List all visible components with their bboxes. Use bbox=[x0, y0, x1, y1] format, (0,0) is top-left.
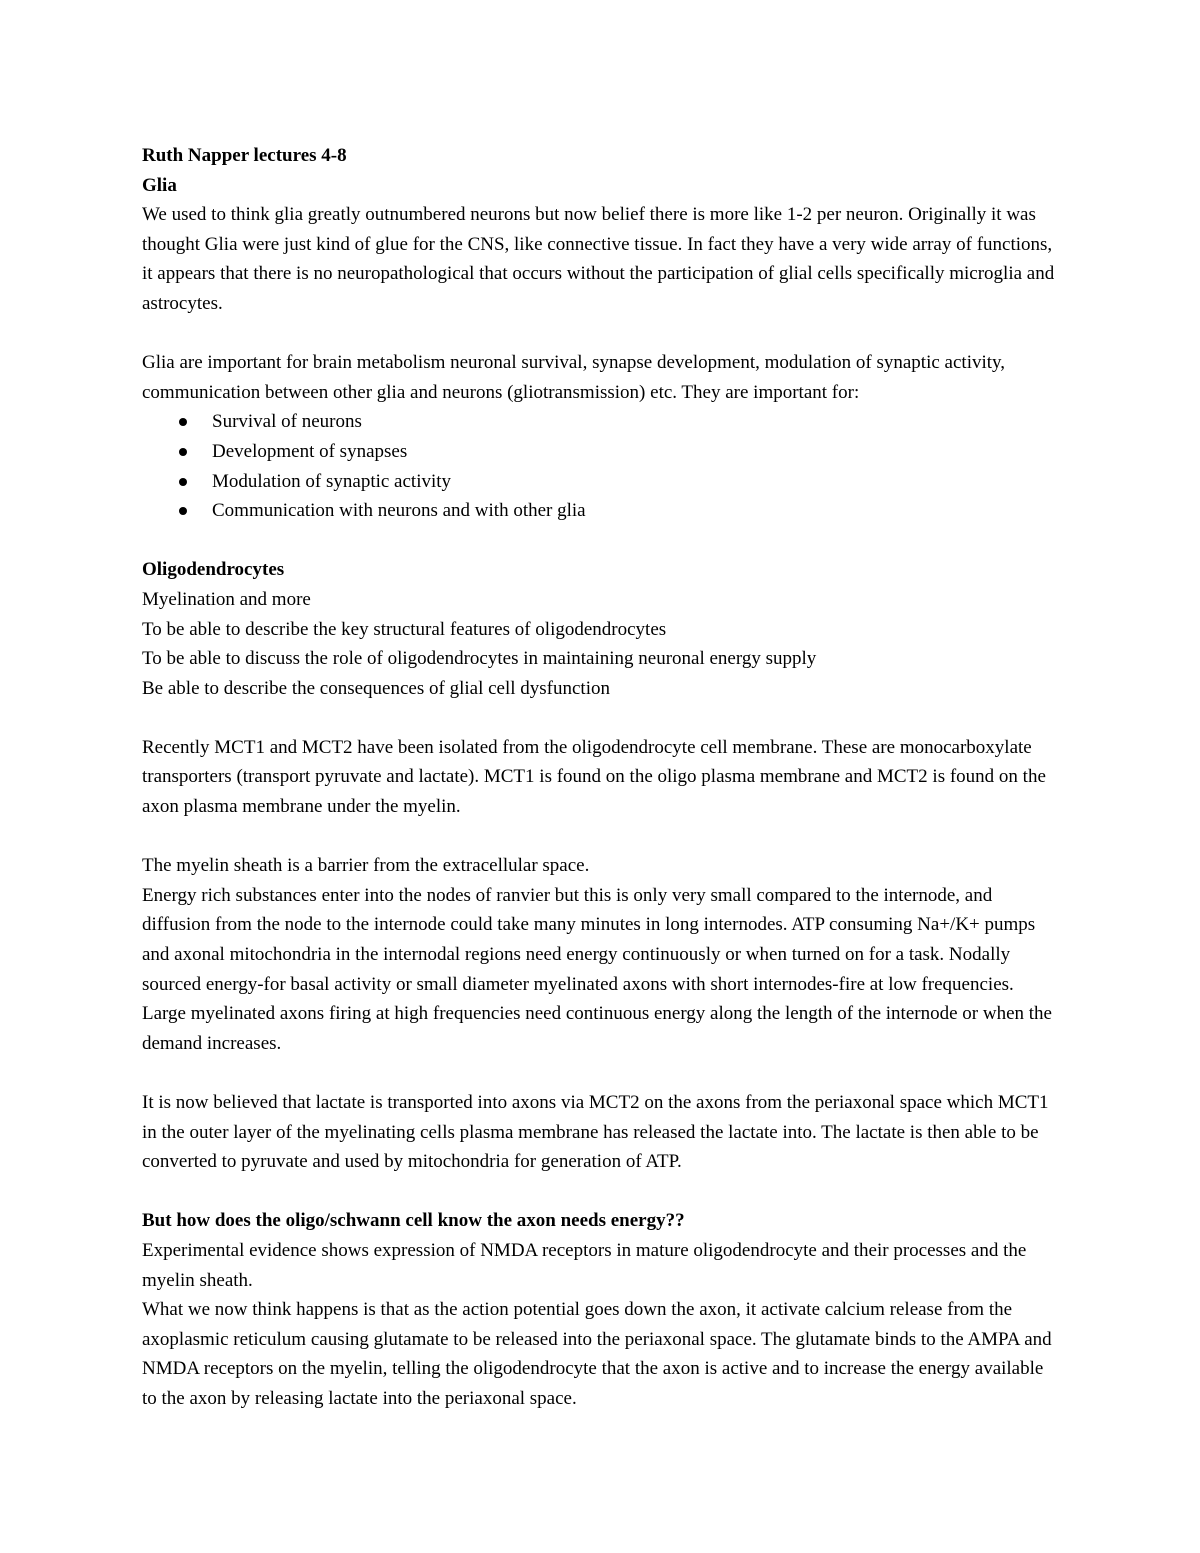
list-item-text: Development of synapses bbox=[212, 440, 408, 462]
list-item-text: Communication with neurons and with other glia bbox=[212, 500, 586, 522]
myelin-paragraph-2: Energy rich substances enter into the nodes of ranvier but this is only very small compared to the internode, and diffusion from the node to the internode could take many minutes in long internodes. ATP consuming Na+/K+ pumps and axonal mitochondria in the internodal regions need energy continuously or when turned on for a task. Nodally sourced energy-for basal activity or small diameter myelinated axons with short internodes-fire at low frequencies. Large myelinated axons firing at high frequencies need continuous energy along the length of the internode or when the demand increases. bbox=[142, 884, 1052, 1054]
glia-paragraph-2: Glia are important for brain metabolism neuronal survival, synapse development, modulation of synaptic activity, communication between other glia and neurons (gliotransmission) etc. They are important for: bbox=[142, 352, 1006, 403]
bullet-icon bbox=[179, 448, 187, 456]
list-item bbox=[142, 437, 1062, 467]
objective-line: Myelination and more bbox=[142, 588, 311, 610]
bullet-icon bbox=[179, 418, 187, 426]
glia-paragraph-1: We used to think glia greatly outnumbered neurons but now belief there is more like 1-2 per neuron. Originally it was thought Glia were just kind of glue for the CNS, like connective tissue. In fact they have a very wide array of functions, it appears that there is no neuropathological that occurs without the participation of glial cells specifically microglia and astrocytes. bbox=[142, 204, 1055, 314]
glia-function-list bbox=[142, 407, 1062, 525]
bullet-icon bbox=[179, 478, 187, 486]
objective-line: To be able to describe the key structural features of oligodendrocytes bbox=[142, 618, 667, 640]
mechanism-paragraph: What we now think happens is that as the action potential goes down the axon, it activate calcium release from the axoplasmic reticulum causing glutamate to be released into the periaxonal space. The glutamate binds to the AMPA and NMDA receptors on the myelin, telling the oligodendrocyte that the axon is active and to increase the energy available to the axon by releasing lactate into the periaxonal space. bbox=[142, 1299, 1052, 1409]
spacer bbox=[142, 703, 1062, 733]
list-item bbox=[142, 407, 1062, 437]
spacer bbox=[142, 1177, 1062, 1207]
mct-paragraph: Recently MCT1 and MCT2 have been isolated from the oligodendrocyte cell membrane. These are monocarboxylate transporters (transport pyruvate and lactate). MCT1 is found on the oligo plasma membrane and MCT2 is found on the axon plasma membrane under the myelin. bbox=[142, 736, 1046, 818]
list-item bbox=[142, 467, 1062, 497]
document-page bbox=[142, 141, 1062, 1414]
energy-question-heading: But how does the oligo/schwann cell know the axon needs energy?? bbox=[142, 1210, 685, 1232]
list-item-text: Survival of neurons bbox=[212, 411, 362, 433]
document-title: Ruth Napper lectures 4-8 bbox=[142, 145, 347, 166]
list-item-text: Modulation of synaptic activity bbox=[212, 470, 452, 492]
spacer bbox=[142, 319, 1062, 349]
myelin-paragraph-1: The myelin sheath is a barrier from the extracellular space. bbox=[142, 855, 590, 877]
objective-line: Be able to describe the consequences of glial cell dysfunction bbox=[142, 677, 610, 699]
oligodendrocytes-heading: Oligodendrocytes bbox=[142, 559, 285, 581]
nmda-paragraph: Experimental evidence shows expression of NMDA receptors in mature oligodendrocyte and their processes and the myelin sheath. bbox=[142, 1239, 1027, 1291]
lactate-paragraph: It is now believed that lactate is transported into axons via MCT2 on the axons from the periaxonal space which MCT1 in the outer layer of the myelinating cells plasma membrane has released the lactate into. The lactate is then able to be converted to pyruvate and used by mitochondria for generation of ATP. bbox=[142, 1092, 1049, 1173]
spacer bbox=[142, 822, 1062, 852]
list-item bbox=[142, 496, 1062, 526]
spacer bbox=[142, 526, 1062, 556]
bullet-icon bbox=[179, 507, 187, 515]
objective-line: To be able to discuss the role of oligodendrocytes in maintaining neuronal energy supply bbox=[142, 648, 817, 670]
glia-heading: Glia bbox=[142, 174, 177, 196]
spacer bbox=[142, 1058, 1062, 1088]
